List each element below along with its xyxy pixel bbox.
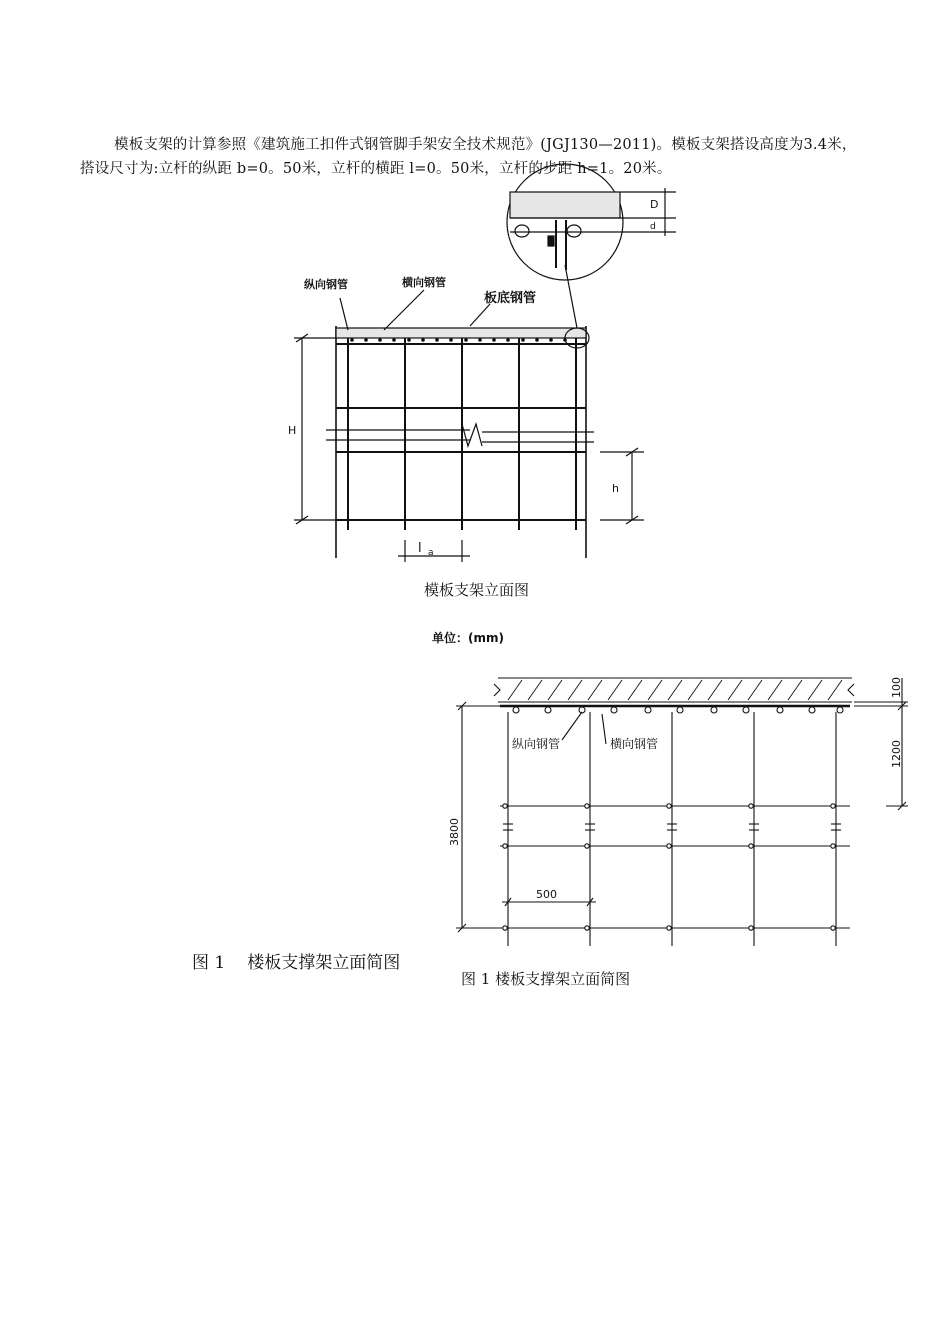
- dim-500: 500: [536, 888, 557, 901]
- dim-h: h: [612, 482, 619, 495]
- intro-paragraph: 模板支架的计算参照《建筑施工扣件式钢管脚手架安全技术规范》(JGJ130—2011)。模板支架搭设高度为3.4米，搭设尺寸为:立杆的纵距 b=0。50米，立杆的横距 l=0。50米，立杆的步距 h=1。20米。: [80, 136, 857, 177]
- label-transverse-tube-2: 横向钢管: [610, 737, 659, 751]
- dim-H: H: [288, 424, 297, 437]
- dim-d: d: [650, 222, 656, 232]
- slab-top: [336, 328, 586, 338]
- dim-la-sub: a: [428, 548, 434, 558]
- dim-100: 100: [890, 677, 903, 698]
- label-longitudinal-tube-2: 纵向钢管: [512, 737, 561, 751]
- figure2-caption-left-num: 图 1: [192, 953, 226, 973]
- dim-1200: 1200: [890, 740, 903, 768]
- label-transverse-tube: 横向钢管: [402, 276, 446, 289]
- label-bottom-tube: 板底钢管: [484, 291, 537, 306]
- dim-la: l: [418, 541, 422, 556]
- figure2-caption-left: [192, 948, 400, 973]
- unit-label: 单位：(mm): [432, 631, 504, 645]
- figure2-caption-left-text: 楼板支撑架立面简图: [247, 953, 401, 973]
- dim-D: D: [650, 198, 659, 211]
- figure1-caption: 模板支架立面图: [424, 581, 530, 599]
- label-longitudinal-tube: 纵向钢管: [304, 278, 348, 291]
- figure2-caption: 图 1 楼板支撑架立面简图: [461, 970, 631, 988]
- dim-3800: 3800: [448, 818, 461, 846]
